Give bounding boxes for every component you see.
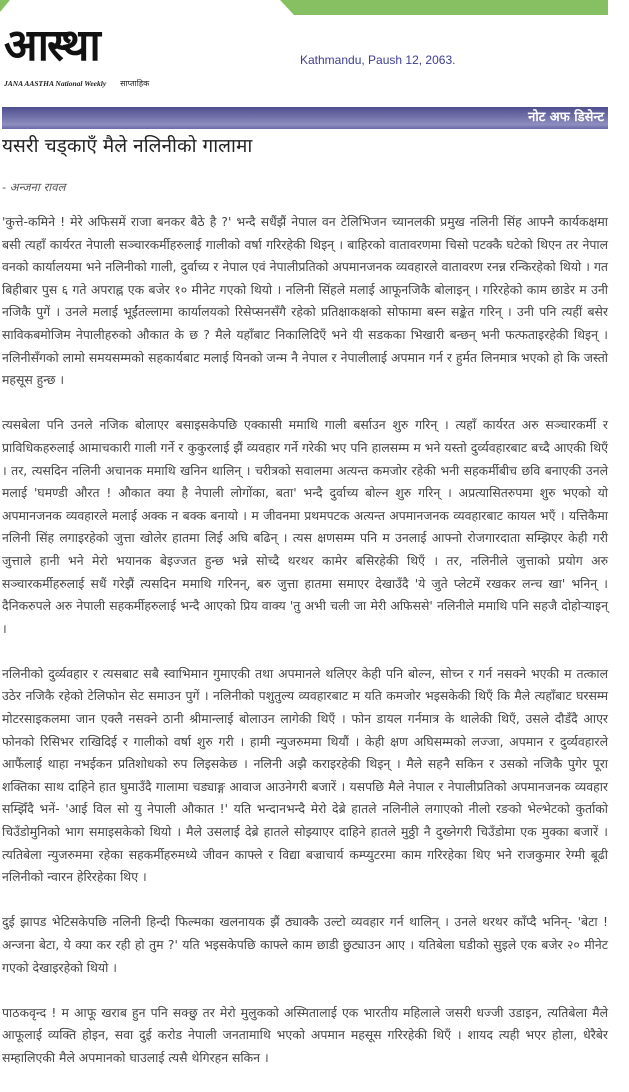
article-body [2, 211, 608, 1092]
dateline: Kathmandu, Paush 12, 2063. [300, 53, 456, 67]
article-paragraph: 'कुत्ते-कमिने ! मेरे अफिसमें राजा बनकर बैठे है ?' भन्दै सधैंझैं नेपाल वन टेलिभिजन च्यानलकी प्रमुख नलिनी सिंह आफ्नै कार्यकक्षमा बसी त्यहाँ कार्यरत नेपाली सञ्चारकर्मीहरुलाई गालीको वर्षा गरिरहेकी थिइन् । बाहिरको वातावरणमा चिसो पटक्कै घटेको थिएन तर नेपाल वनको कार्यालयमा भने नलिनीको गाली, दुर्वाच्य र नेपाल एवं नेपालीप्रतिको अपमानजनक व्यवहारले वातावरण रनन्न रन्किरहेको थियो । गत बिहीबार पुस ६ गते अपराह्न एक बजेर १० मीनेट गएको थियो । नलिनी सिंहले मलाई आफूनजिकै बोलाइन् । गरिरहेको काम छाडेर म उनी नजिकै पुगें । उनले मलाई भूईंतल्लामा कार्यालयको रिसेप्सनसँगै रहेको प्रतिक्षाकक्षको सोफामा बस्न सङ्केत गरिन् । उनी पनि त्यहीं बसेर साविकबमोजिम नेपालीहरुको औकात के छ ? मैले यहाँबाट निकालिदिएँ भने यी सडकका भिखारी बन्छन् भनी फत्फताइरहेकी थिइन् । नलिनीसँगको लामो समयसम्मको सहकार्यबाट मलाई यिनको जन्म नै नेपाल र नेपालीलाई अपमान गर्न र हुर्मत लिनमात्र भएको हो कि जस्तो महसूस हुन्छ । [2, 214, 608, 388]
logo-wordmark: आस्था [4, 20, 99, 71]
logo-caption-row [4, 78, 204, 90]
section-label: नोट अफ डिसेन्ट [528, 110, 604, 125]
logo-subtitle: JANA AASTHA National Weekly [4, 79, 107, 88]
article-paragraph: पाठकवृन्द ! म आफू खराब हुन पनि सक्छु तर मेरो मुलुकको अस्मितालाई एक भारतीय महिलाले जसरी धज्जी उडाइन, त्यतिबेला मैले आफूलाई व्यक्ति होइन, सवा दुई करोड नेपाली जनतामाथि भएको अपमान महसूस गरिरहेकी थिएँ । शायद त्यही भएर होला, धेरैबेर सम्हालिएकी मैले अपमानको घाउलाई त्यसै थेगिरहन सकिन । [2, 1004, 608, 1065]
article-paragraph: दुई झापड भेटिसकेपछि नलिनी हिन्दी फिल्मका खलनायक झैं ठ्याक्कै उल्टो व्यवहार गर्न थालिन् । उनले थरथर काँप्दै भनिन्- 'बेटा ! अन्जना बेटा, ये क्या कर रही हो तुम ?' यति भइसकेपछि काफ्ले काम छाडी छुट्याउन आए । यतिबेला घडीको सुइले एक बजेर २० मीनेट गएको देखाइरहेको थियो । [2, 914, 608, 975]
section-header-bar [2, 107, 608, 129]
article-byline: - अन्जना रावल [2, 180, 66, 194]
header-accent [0, 0, 10, 12]
article-paragraph: नलिनीको दुर्व्यवहार र त्यसबाट सबै स्वाभिमान गुमाएकी तथा अपमानले थलिएर केही पनि बोल्न, सोच्न र गर्न नसक्ने भएकी म तत्काल उठेर नजिकै रहेको टेलिफोन सेट समाउन पुगें । नलिनीको पशुतुल्य व्यवहारबाट म यति कमजोर भइसकेकी थिएँ कि मैले त्यहाँबाट घरसम्म मोटरसाइकलमा जान एक्लै नसक्ने ठानी श्रीमान्लाई बोलाउन लागेकी थिएँ । फोन डायल गर्नमात्र के थालेकी थिएँ, उसले दौडँदै आएर फोनको रिसिभर राखिदिई र गालीको वर्षा शुरु गरी । हामी न्युजरुममा थियौं । केही क्षण अघिसम्मको लज्जा, अपमान र दुर्व्यवहारले आफैंलाई थाहा नभईकन प्रतिशोधको रुप लिइसकेछ । नलिनी अझै कराइरहेकी थिइन् । मैले सहनै सकिन र उसको नजिकै पुगेर पूरा शक्तिका साथ दाहिने हात घुमाउँदै गालामा चड्याङ्ग आवाज आउनेगरी बजारें । यसपछि मैले नेपाल र नेपालीप्रतिको अपमानजनक व्यवहार सम्झिँदै भनें- 'आई विल सो यु नेपाली औकात !' यति भन्दानभन्दै मेरो देब्रे हातले नलिनीले लगाएको नीलो रङको भेल्भेटको कुर्ताको चिउँडोमुनिको भाग समाइसकेको थियो । मैले उसलाई देब्रे हातले सोझ्याएर दाहिने हातले मुठ्ठी नै दुख्नेगरी चिउँडोमा एक मुक्का बजारें । त्यतिबेला न्युजरुममा रहेका सहकर्मीहरुमध्ये जीवन काफ्ले र विद्या बज्राचार्य कम्प्युटरमा काम गरिरहेका थिए भने राजकुमार रेग्मी बूढी नलिनीको न्वारन हेरिरहेका थिए । [2, 665, 608, 885]
newspaper-logo[interactable] [4, 18, 204, 90]
logo-tag: साप्ताहिक [120, 79, 150, 88]
header-banner-bar [280, 0, 608, 15]
article-title: यसरी चड्काएँ मैले नलिनीको गालामा [2, 135, 253, 157]
article-paragraph: त्यसबेला पनि उनले नजिक बोलाएर बसाइसकेपछि एक्कासी ममाथि गाली बर्साउन शुरु गरिन् । त्यहाँ कार्यरत अरु सञ्चारकर्मी र प्राविधिकहरुलाई आमाचकारी गाली गर्ने र कुकुरलाई झैं व्यवहार गर्ने गरेकी भए पनि हालसम्म म भने यस्तो दुर्व्यवहारबाट बच्दै आएकी थिएँ । तर, त्यसदिन नलिनी अचानक ममाथि खनिन थालिन् । चरीत्रको सवालमा अत्यन्त कमजोर रहेकी भनी सहकर्मीबीच छवि बनाएकी उनले मलाई 'घमण्डी औरत ! औकात क्या है नेपाली लोगोंका, बता' भन्दै दुर्वाच्य बोल्न शुरु गरिन् । अप्रत्यासितरुपमा शुरु भएको यो अपमानजनक व्यवहारले मलाई अक्क न बक्क बनायो । म जीवनमा प्रथमपटक अत्यन्त अपमानजनक व्यवहारबाट कायल भएँ । यत्तिकैमा नलिनी सिंह लगाइरहेको जुत्ता खोलेर हातमा लिई अघि बढिन् । त्यस क्षणसम्म पनि म उनलाई आफ्नो रोजगारदाता सम्झिएर केही गरी जुत्ताले हानी भने मेरो भयानक बेइज्जत हुन्छ भन्ने सोच्दै थरथर कामेर बसिरहेकी थिएँ । तर, नलिनीले जुत्ताको प्रयोग अरु सञ्चारकर्मीहरुलाई सधैं गरेझैं त्यसदिन ममाथि गरिनन्, बरु जुत्ता हातमा समाएर देखाउँदै 'ये जुते प्लेटमें रखकर लन्च खा' भनिन् । दैनिकरुपले अरु नेपाली सहकर्मीहरुलाई भन्दै आएको प्रिय वाक्य 'तु अभी चली जा मेरी अफिससे' नलिनीले ममाथि पनि सहजै दोहोर्‍याइन् । [2, 417, 608, 636]
